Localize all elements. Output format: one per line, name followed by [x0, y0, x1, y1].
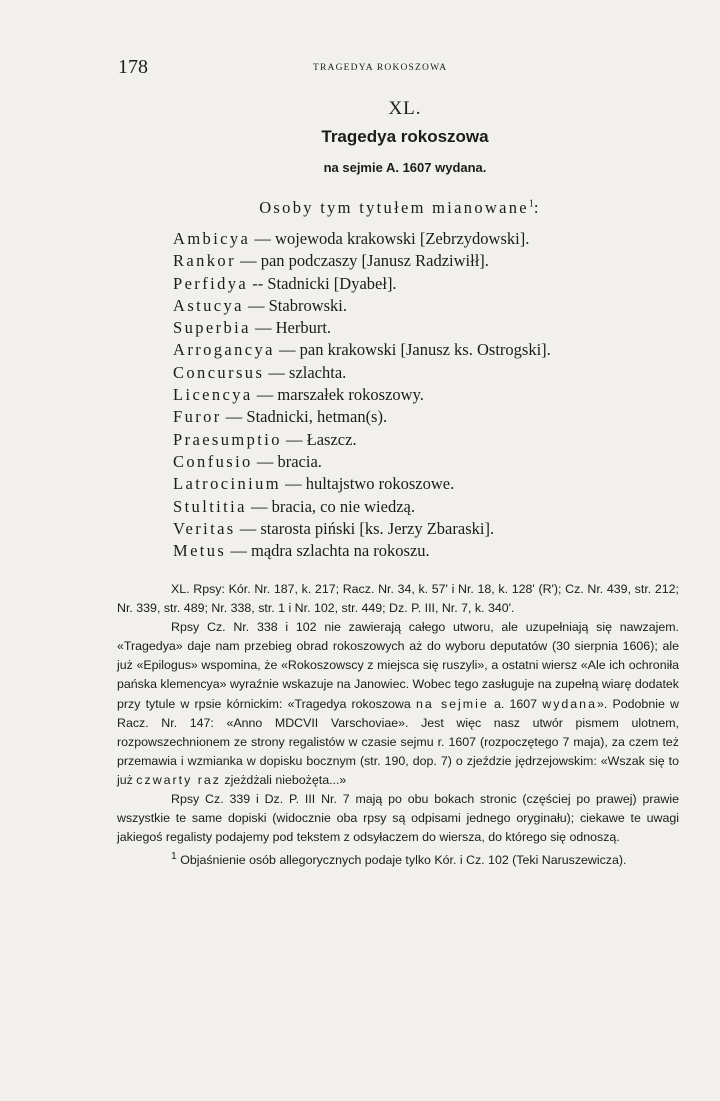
footnote [117, 847, 679, 870]
note-commentary-emphasis: czwarty raz [136, 772, 221, 787]
person-description: -- Stadnicki [Dyabeł]. [248, 273, 397, 293]
person-name: Concursus [173, 362, 265, 382]
person-entry [173, 540, 693, 562]
person-entry [173, 429, 693, 451]
person-entry [173, 250, 693, 272]
person-name: Rankor [173, 251, 236, 271]
running-title: TRAGEDYA ROKOSZOWA [313, 63, 448, 73]
note-commentary-emphasis: na sejmie [415, 696, 489, 711]
section-number: XL. [388, 98, 422, 119]
person-name: Astucya [173, 295, 244, 315]
person-entry [173, 317, 693, 339]
persons-heading [0, 198, 720, 218]
page-subtitle: na sejmie A. 1607 wydana. [323, 160, 487, 175]
person-name: Superbia [173, 318, 251, 338]
person-description: — mądra szlachta na rokoszu. [226, 541, 430, 561]
person-description: — starosta piński [ks. Jerzy Zbaraski]. [235, 518, 495, 538]
person-description: — Herburt. [250, 318, 332, 338]
person-name: Metus [173, 541, 227, 561]
persons-list [173, 228, 693, 562]
person-description: — Łaszcz. [281, 429, 357, 449]
person-description: — Stadnicki, hetman(s). [221, 407, 388, 427]
person-name: Arrogancya [173, 340, 275, 360]
person-name: Latrocinium [173, 474, 281, 494]
person-entry [173, 228, 693, 250]
note-commentary-text: ». Podobnie w Racz. Nr. 147: «Anno MDCVII Varschoviae». Jest więc nasz utwór pismem ulotnem, rozpowszechnionem ze strony regalistów w czasie sejmu r. 1607 (rozpoczętego 7 maja), za czem też przemawia i wzmianka w dopisku bocznym (str. 190, dop. 7) o zjeździe jędrzejowskim: «Wszak się to już [117, 696, 680, 787]
person-description: — szlachta. [264, 362, 347, 382]
person-entry [173, 273, 693, 295]
person-name: Confusio [173, 451, 253, 471]
person-description: — pan krakowski [Janusz ks. Ostrogski]. [274, 340, 551, 360]
person-entry [173, 496, 693, 518]
person-entry [173, 339, 693, 361]
page-number: 178 [118, 56, 148, 78]
person-name: Praesumptio [173, 429, 282, 449]
person-description: — pan podczaszy [Janusz Radziwiłł]. [235, 251, 489, 271]
person-name: Ambicya [173, 229, 251, 248]
person-description: — marszałek rokoszowy. [252, 385, 424, 405]
note-sources: XL. Rpsy: Kór. Nr. 187, k. 217; Racz. Nr. 34, k. 57' i Nr. 18, k. 128' (R'); Cz. Nr. 439, str. 212; Nr. 339, str. 489; Nr. 338, str. 1 i Nr. 102, str. 449; Dz. P. III, Nr. 7, k. 340'. [117, 582, 679, 616]
footnote-text: Objaśnienie osób allegorycznych podaje tylko Kór. i Cz. 102 (Teki Naruszewicza). [176, 853, 627, 868]
person-entry [173, 451, 693, 473]
person-entry [173, 406, 693, 428]
person-description: — bracia. [252, 451, 322, 471]
person-entry [173, 295, 693, 317]
note-commentary-text: Rpsy Cz. Nr. 338 i 102 nie zawierają całego utworu, ale uzupełniają się nawzajem. «Tragedya» daje nam przebieg obrad rokoszowych aż do wyboru deputatów (30 sierpnia 1606); ale już «Epilogus» wspomina, że «Rokoszowscy z miejsca się ruszyli», a ostatni wiersz «Ale ich ochroniła pańska klemencya» wyraźnie wskazuje na Janowiec. Wobec tego zasługuje na zupełną wiarę dodatek przy tytule w rpsie kórnickim: «Tragedya rokoszowa [117, 620, 679, 711]
persons-heading-text: Osoby tym tytułem mianowane [259, 198, 529, 217]
person-name: Licencya [173, 385, 253, 405]
note-commentary-text: a. 1607 [488, 696, 543, 711]
person-description: — wojewoda krakowski [Zebrzydowski]. [250, 229, 530, 248]
persons-heading-suffix: : [533, 198, 541, 217]
running-head [118, 56, 648, 84]
note-commentary-emphasis: wydana [542, 696, 597, 711]
editorial-notes [117, 580, 679, 871]
persons-footnote-mark: 1 [528, 198, 534, 210]
note-marginalia: Rpsy Cz. 339 i Dz. P. III Nr. 7 mają po obu bokach stronic (częściej po prawej) prawie wszystkie te same dopiski (widocznie oba rpsy są odpisami jednego oryginału); ciekawe te uwagi jakiegoś regalisty podajemy pod tekstem z odsyłaczem do wiersza, do którego się odnoszą. [117, 792, 679, 845]
person-name: Perfidya [173, 273, 249, 293]
note-commentary [117, 618, 679, 790]
person-name: Veritas [173, 518, 236, 538]
footnote-mark: 1 [171, 851, 177, 863]
person-description: — Stabrowski. [243, 295, 347, 315]
person-name: Stultitia [173, 496, 247, 516]
person-name: Furor [173, 407, 222, 427]
person-description: — bracia, co nie wiedzą. [246, 496, 415, 516]
page-title: Tragedya rokoszowa [321, 127, 489, 146]
person-entry [173, 518, 693, 540]
person-entry [173, 473, 693, 495]
note-commentary-text: zjeżdżali niebożęta...» [220, 772, 347, 787]
person-entry [173, 362, 693, 384]
person-entry [173, 384, 693, 406]
person-description: — hultajstwo rokoszowe. [280, 474, 455, 494]
